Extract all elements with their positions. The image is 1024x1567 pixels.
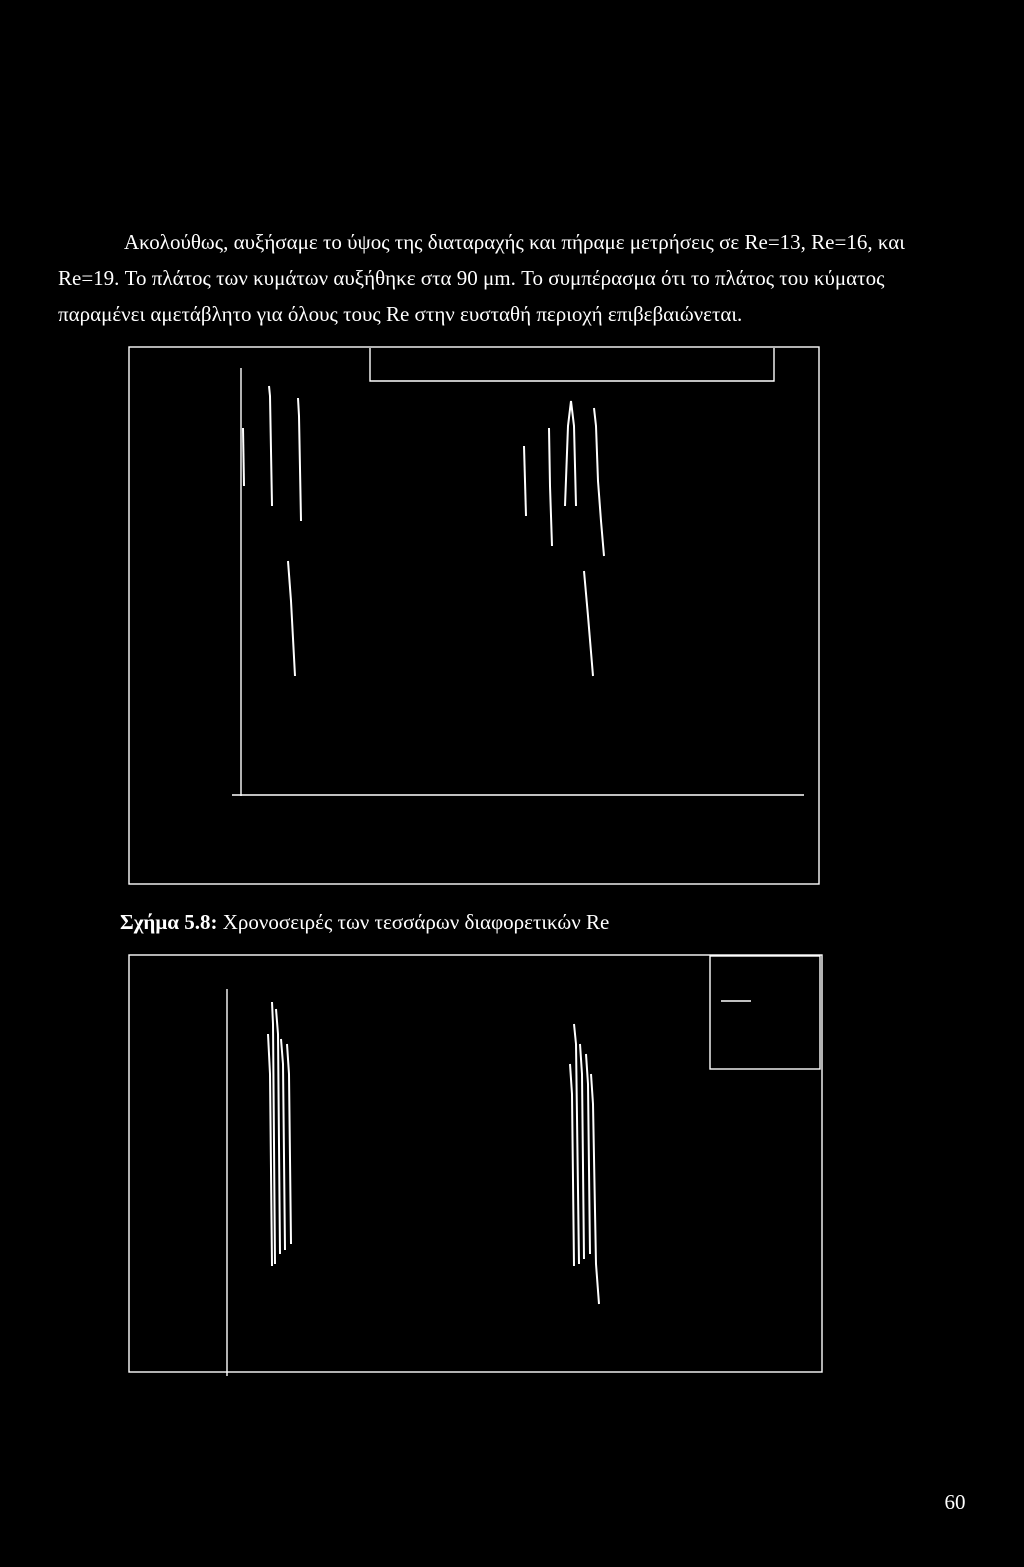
trace-upper-5: [524, 446, 526, 516]
trace-lower-9: [591, 1074, 599, 1304]
paragraph-line-1: Ακολούθως, αυξήσαμε το ύψος της διαταραχής και πήραμε μετρήσεις σε Re=13, Re=16, και: [124, 230, 905, 254]
trace-lower-6: [574, 1024, 579, 1264]
plot-lower-legend-box: [710, 956, 820, 1069]
trace-lower-2: [276, 1009, 280, 1254]
plot-upper: [128, 346, 822, 888]
trace-upper-2: [269, 386, 272, 506]
trace-upper-1: [243, 428, 244, 486]
trace-lower-3: [281, 1039, 285, 1250]
paragraph-line-2: Re=19. Το πλάτος των κυμάτων αυξήθηκε στα 90 μm. Το συμπέρασμα ότι το πλάτος του κύματος: [58, 266, 885, 290]
trace-lower-4: [287, 1044, 291, 1244]
body-paragraph: [58, 224, 970, 332]
trace-upper-3: [298, 398, 301, 521]
trace-upper-6: [549, 428, 552, 546]
plot-upper-legend-box: [370, 348, 774, 381]
page-number: 60: [944, 1490, 966, 1514]
trace-lower-5: [268, 1034, 272, 1266]
paragraph-line-3: παραμένει αμετάβλητο για όλους τους Re στην ευσταθή περιοχή επιβεβαιώνεται.: [58, 302, 743, 326]
figure-time-series-upper: [128, 346, 822, 888]
trace-lower-8: [586, 1054, 590, 1254]
figure-time-series-lower: [128, 954, 826, 1376]
plot-upper-frame: [129, 347, 819, 884]
trace-upper-7: [565, 401, 576, 506]
plot-upper-traces: [243, 386, 604, 676]
caption-label: Σχήμα 5.8:: [120, 910, 218, 934]
trace-upper-9: [584, 571, 593, 676]
plot-lower-frame: [129, 955, 822, 1372]
figure-caption: [120, 910, 609, 935]
plot-lower-traces: [268, 1002, 599, 1304]
caption-text: Χρονοσειρές των τεσσάρων διαφορετικών Re: [217, 910, 610, 934]
trace-upper-8: [594, 408, 604, 556]
trace-lower-10: [570, 1064, 574, 1266]
trace-upper-4: [288, 561, 295, 676]
plot-lower: [128, 954, 826, 1376]
trace-lower-7: [580, 1044, 584, 1259]
